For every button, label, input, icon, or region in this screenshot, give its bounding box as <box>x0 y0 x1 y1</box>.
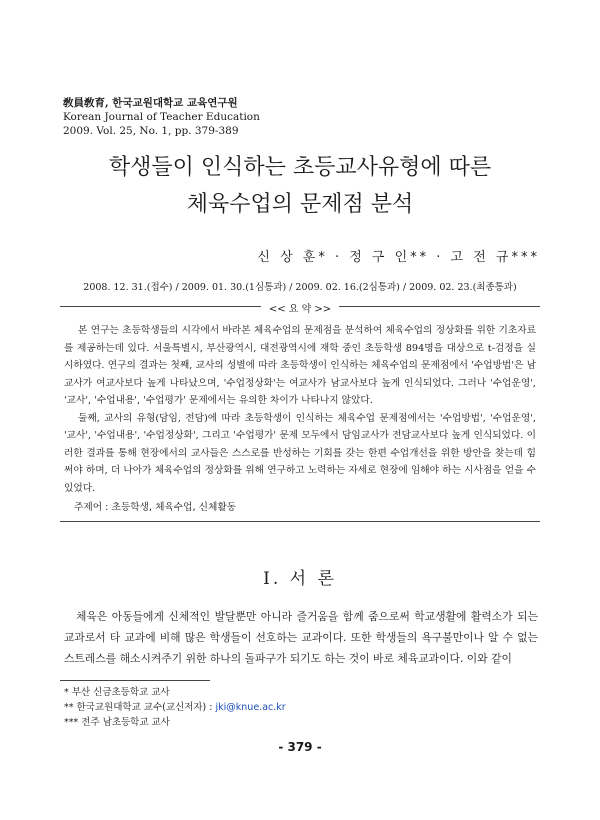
footnote-1: * 부산 신금초등학교 교사 <box>64 687 170 698</box>
corresponding-email-link[interactable]: jki@knue.ac.kr <box>215 702 286 713</box>
journal-name-korean: 敎員敎育, 한국교원대학교 교육연구원 <box>63 97 238 109</box>
abstract-paragraph: 본 연구는 초등학생들의 시각에서 바라본 체육수업의 문제점을 분석하여 체육수업의 정상화를 위한 기초자료를 제공하는데 있다. 서울특별시, 부산광역시, 대전광역시에 재학 중인 초등학생 894명을 대상으로 t-검정을 실시하였다. 연구의 결과는 첫째, 교사의 성별에 따라 초등학생이 인식하는 체육수업의 문제점에서 '수업방법'은 남교사가 여교사보다 높게 나타났으며, '수업정상화'는 여교사가 남교사보다 높게 인식되었다. 그러나 '수업운영', '교사', '수업내용', '수업평가' 문제에서는 유의한 차이가 나타나지 않았다. <box>64 325 536 406</box>
abstract-heading <box>0 300 600 315</box>
footnotes <box>64 685 286 730</box>
section-heading-introduction: Ⅰ. 서 론 <box>263 569 337 589</box>
body-text <box>64 606 538 669</box>
keywords: 주제어 : 초등학생, 체육수업, 신체활동 <box>74 502 237 513</box>
journal-name-english: Korean Journal of Teacher Education <box>63 111 260 123</box>
abstract-body <box>64 322 536 497</box>
footnote-rule <box>60 680 210 681</box>
abstract-heading-text: << 요 약 >> <box>261 304 339 315</box>
author-list: 신 상 훈* · 정 구 인** · 고 전 규*** <box>257 250 540 265</box>
paper-title-line2: 체육수업의 문제점 분석 <box>186 192 414 217</box>
body-paragraph: 체육은 아동들에게 신체적인 발달뿐만 아니라 즐거움을 함께 줌으로써 학교생활에 활력소가 되는 교과로서 타 교과에 비해 많은 학생들이 선호하는 교과이다. 또한 학생들의 욕구불만이나 알 수 없는 스트레스를 해소시켜주기 위한 하나의 돌파구가 되기도 하는 것이 바로 체육교과이다. 이와 같이 <box>64 610 538 665</box>
footnote-3: *** 전주 남초등학교 교사 <box>64 717 170 728</box>
paper-title-line1: 학생들이 인식하는 초등교사유형에 따른 <box>108 155 492 180</box>
footnote-2 <box>64 700 286 715</box>
journal-header <box>63 96 260 138</box>
review-dates: 2008. 12. 31.(접수) / 2009. 01. 30.(1심통과) / 2009. 02. 16.(2심통과) / 2009. 02. 23.(최종통과) <box>83 282 517 293</box>
abstract-bottom-rule <box>60 521 540 522</box>
journal-volume: 2009. Vol. 25, No. 1, pp. 379-389 <box>63 125 239 137</box>
abstract-paragraph: 둘째, 교사의 유형(담임, 전담)에 따라 초등학생이 인식하는 체육수업 문제점에서는 '수업방법', '수업운영', '교사', '수업내용', '수업정상화', 그리고 '수업평가' 문제 모두에서 담임교사가 전담교사보다 높게 인식되었다. 이러한 결과를 통해 현장에서의 교사들은 스스로를 반성하는 기회를 갖는 한편 수업개선을 위한 방안을 찾는데 힘써야 하며, 더 나아가 체육수업의 정상화를 위해 연구하고 노력하는 자세로 현장에 임해야 하는 시사점을 얻을 수 있었다. <box>64 412 536 494</box>
footnote-2-label: ** 한국교원대학교 교수(교신저자) : <box>64 702 216 713</box>
page-number: - 379 - <box>278 740 322 754</box>
